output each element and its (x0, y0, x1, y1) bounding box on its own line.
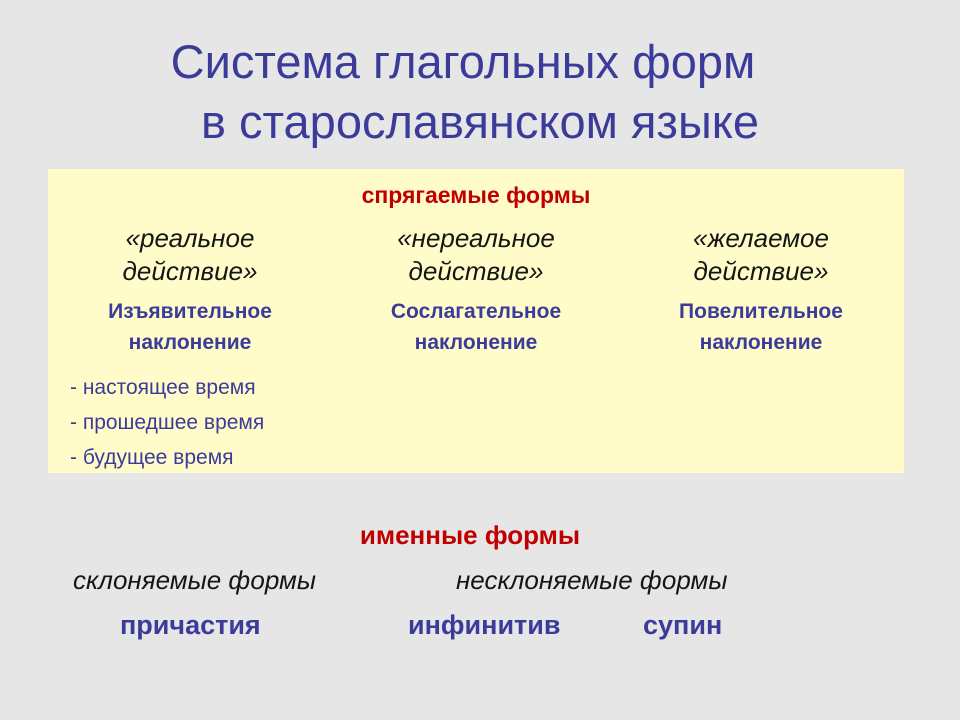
mood-word: наклонение (699, 331, 823, 354)
nominal-forms-heading: именные формы (359, 520, 581, 550)
mood-name: Сослагательное (390, 300, 562, 323)
mood-word: наклонение (414, 331, 538, 354)
mood-word: наклонение (128, 331, 252, 354)
action-label: «реальное действие» (122, 223, 258, 286)
tense-list (70, 370, 264, 475)
action-label: «желаемое действие» (693, 223, 829, 286)
tense-past: - прошедшее время (70, 411, 265, 434)
indeclinable-forms-label: несклоняемые формы (456, 565, 728, 595)
mood-label (326, 296, 626, 358)
column-desired-action (611, 222, 911, 358)
mood-label (40, 296, 340, 358)
conjugated-forms-box (48, 169, 904, 473)
slide-title (0, 32, 960, 152)
title-line-1: Система глагольных форм (170, 35, 756, 88)
title-line-2: в старославянском языке (201, 95, 759, 148)
participles-label: причастия (120, 610, 261, 640)
column-real-action (40, 222, 340, 358)
mood-name: Повелительное (679, 300, 843, 323)
action-label: «нереальное действие» (397, 223, 555, 286)
mood-name: Изъявительное (108, 300, 272, 323)
tense-future: - будущее время (70, 446, 234, 469)
conjugated-forms-heading: спрягаемые формы (361, 182, 591, 208)
tense-present: - настоящее время (70, 376, 256, 399)
mood-label (611, 296, 911, 358)
declinable-forms-label: склоняемые формы (73, 565, 317, 595)
column-unreal-action (326, 222, 626, 358)
supine-label: супин (643, 610, 723, 640)
infinitive-label: инфинитив (408, 610, 561, 640)
